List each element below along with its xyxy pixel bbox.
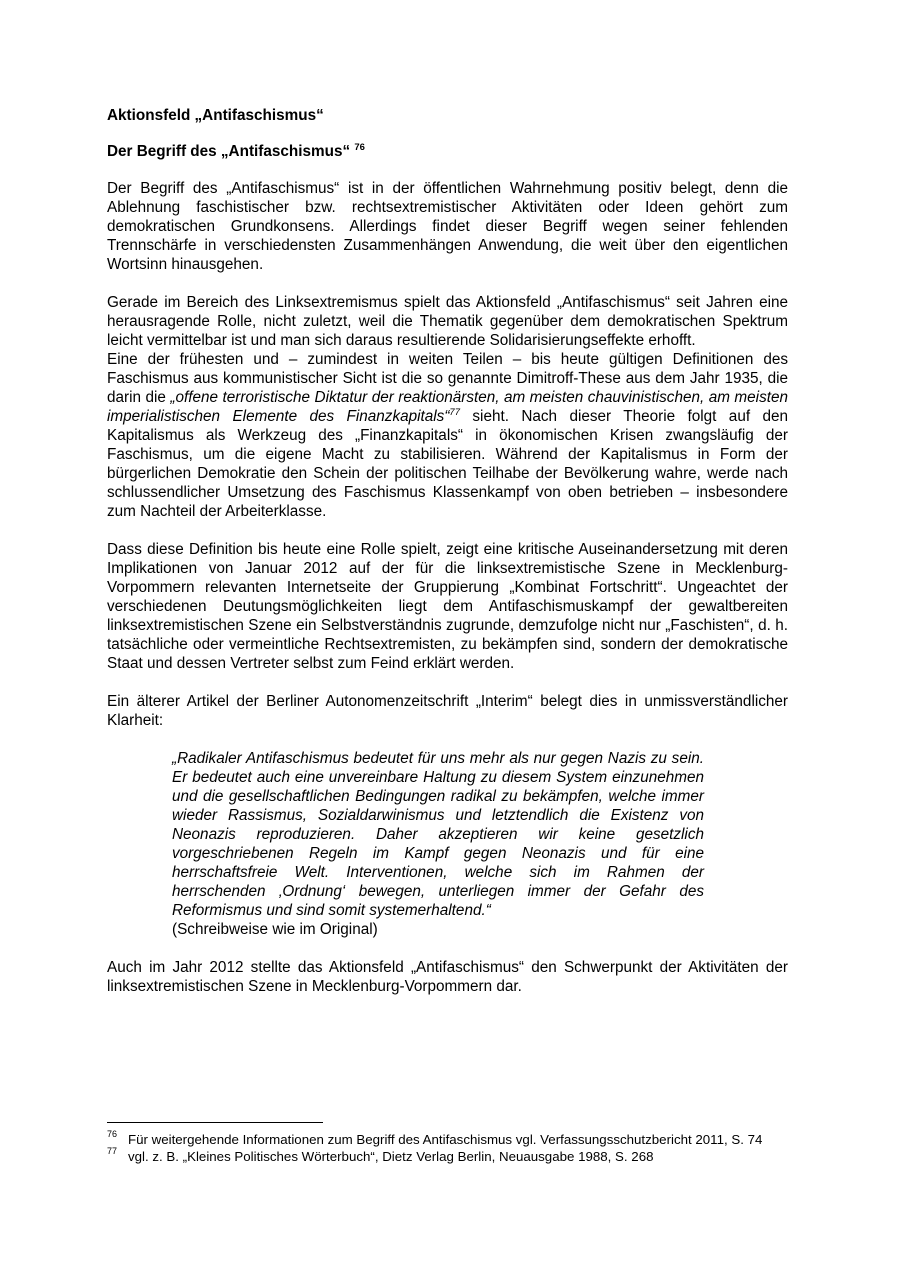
paragraph-3 [107, 350, 788, 521]
footnote-ref-76[interactable]: 76 [354, 141, 365, 153]
footnote-ref-77[interactable]: 77 [449, 406, 460, 418]
paragraph-5: Ein älterer Artikel der Berliner Autonomenzeitschrift „Interim“ belegt dies in unmissverständlicher Klarheit: [107, 693, 788, 729]
subsection-heading-text: Der Begriff des „Antifaschismus“ [107, 143, 351, 160]
footnote-text: Für weitergehende Informationen zum Begriff des Antifaschismus vgl. Verfassungsschutzbericht 2011, S. 74 [128, 1132, 763, 1147]
footnote-text: vgl. z. B. „Kleines Politisches Wörterbuch“, Dietz Verlag Berlin, Neuausgabe 1988, S. 268 [128, 1149, 654, 1164]
footnote-number: 76 [107, 1129, 118, 1139]
document-page [107, 106, 788, 996]
paragraph-1: Der Begriff des „Antifaschismus“ ist in der öffentlichen Wahrnehmung positiv belegt, denn die Ablehnung faschistischer bzw. rechtsextremistischer Aktivitäten oder Ideen gehört zum demokratischen Grundkonsens. Allerdings findet dieser Begriff wegen seiner fehlenden Trennschärfe in verschiedensten Zusammenhängen Anwendung, die weit über den eigentlichen Wortsinn hinausgehen. [107, 180, 788, 273]
dimitroff-quote: „offene terroristische Diktatur der reaktionärsten, am meisten chauvinistischen, am meisten imperialistischen Elemente des Finanzkapitals“ [107, 389, 788, 425]
paragraph-2: Gerade im Bereich des Linksextremismus spielt das Aktionsfeld „Antifaschismus“ seit Jahren eine herausragende Rolle, nicht zuletzt, weil die Thematik gegenüber dem demokratischen Spektrum leicht vermittelbar ist und man sich daraus resultierende Solidarisierungseffekte erhofft. [107, 294, 788, 349]
subsection-heading [107, 142, 788, 161]
paragraph-3-text-b: sieht. Nach dieser Theorie folgt auf den Kapitalismus als Werkzeug des „Finanzkapitals“ in ökonomischen Krisen zwangsläufig der Faschismus, um die eigene Macht zu stabilisieren. Während der Kapitalismus in Form der bürgerlichen Demokratie den Schein der politischen Teilhabe der Bevölkerung wahre, werde nach schlussendlicher Umsetzung des Faschismus Klassenkampf von oben betrieben – insbesondere zum Nachteil der Arbeiterklasse. [107, 408, 788, 520]
footnote-number: 77 [107, 1146, 118, 1156]
paragraph-6: Auch im Jahr 2012 stellte das Aktionsfeld „Antifaschismus“ den Schwerpunkt der Aktivitäten der linksextremistischen Szene in Mecklenburg-Vorpommern dar. [107, 959, 788, 995]
block-quote-text: „Radikaler Antifaschismus bedeutet für uns mehr als nur gegen Nazis zu sein. Er bedeutet auch eine unvereinbare Haltung zu diesem System einzunehmen und die gesellschaftlichen Bedingungen radikal zu bekämpfen, welche immer wieder Rassismus, Sozialdarwinismus und letztendlich die Existenz von Neonazis reproduzieren. Daher akzeptieren wir keine gesetzlich vorgeschriebenen Regeln im Kampf gegen Neonazis und für eine herrschaftsfreie Welt. Interventionen, welche sich im Rahmen der herrschenden ‚Ordnung‘ bewegen, unterliegen immer der Gefahr des Reformismus und sind somit systemerhaltend.“ [172, 750, 704, 919]
block-quote-note: (Schreibweise wie im Original) [172, 921, 378, 938]
footnote-divider [107, 1122, 323, 1123]
paragraph-3-text-a: Eine der frühesten und – zumindest in weiten Teilen – bis heute gültigen Definitionen des Faschismus aus kommunistischer Sicht ist die so genannte Dimitroff-These aus dem Jahr 1935, die darin die [107, 351, 788, 406]
footnote-77 [107, 1148, 788, 1165]
paragraph-4: Dass diese Definition bis heute eine Rolle spielt, zeigt eine kritische Auseinandersetzung mit deren Implikationen von Januar 2012 auf der für die linksextremistische Szene in Mecklenburg-Vorpommern relevanten Internetseite der Gruppierung „Kombinat Fortschritt“. Ungeachtet der verschiedenen Deutungsmöglichkeiten liegt dem Antifaschismuskampf der gewaltbereiten linksextremistischen Szene ein Selbstverständnis zugrunde, demzufolge nicht nur „Faschisten“, d. h. tatsächliche oder vermeintliche Rechtsextremisten, zu bekämpfen sind, sondern der demokratische Staat und dessen Vertreter selbst zum Feind erklärt werden. [107, 541, 788, 672]
footnotes [107, 1122, 788, 1165]
block-quote [172, 749, 704, 920]
footnote-76 [107, 1131, 788, 1148]
section-heading: Aktionsfeld „Antifaschismus“ [107, 107, 324, 124]
